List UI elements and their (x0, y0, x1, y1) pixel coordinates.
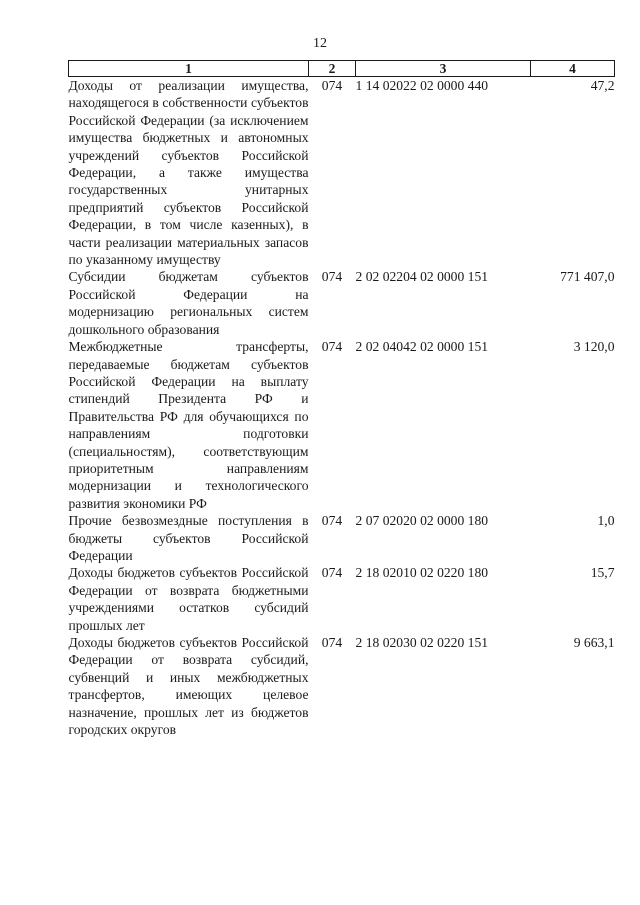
administrator-code: 074 (321, 513, 343, 529)
administrator-code: 074 (321, 269, 343, 285)
amount: 47,2 (590, 78, 615, 93)
table-row (69, 512, 615, 564)
budget-classification-code: 2 02 04042 02 0000 151 (355, 339, 489, 355)
table-row (69, 268, 615, 338)
revenue-name: Межбюджетные трансферты, передаваемые бюджетам субъектов Российской Федерации на выплату стипендий Президента РФ и Правительства РФ для обучающихся по направлениям подготовки (специальностям), соответствующим приоритетным направлениям модернизации и технологического развития экономики РФ (68, 339, 309, 511)
administrator-code: 074 (321, 339, 343, 355)
amount: 1,0 (597, 513, 615, 529)
amount: 3 120,0 (573, 339, 615, 355)
revenue-name: Прочие безвозмездные поступления в бюджеты субъектов Российской Федерации (68, 513, 309, 563)
table-row (69, 338, 615, 512)
administrator-code: 074 (321, 78, 343, 93)
table-row (69, 634, 615, 738)
revenue-name: Доходы бюджетов субъектов Российской Федерации от возврата субсидий, субвенций и иных межбюджетных трансфертов, имеющих целевое назначение, прошлых лет из бюджетов городских округов (68, 635, 309, 738)
amount: 15,7 (590, 565, 615, 581)
budget-classification-code: 2 02 02204 02 0000 151 (355, 269, 489, 285)
table-row (69, 564, 615, 634)
column-header-1: 1 (69, 61, 309, 77)
budget-classification-code: 2 07 02020 02 0000 180 (355, 513, 489, 529)
column-header-3: 3 (356, 61, 531, 77)
column-header-2: 2 (309, 61, 356, 77)
table-body (69, 77, 615, 739)
table-row (69, 77, 615, 269)
budget-classification-code: 2 18 02010 02 0220 180 (355, 565, 489, 581)
amount: 771 407,0 (560, 269, 615, 285)
administrator-code: 074 (321, 565, 343, 581)
revenue-name: Субсидии бюджетам субъектов Российской Федерации на модернизацию региональных систем дошкольного образования (68, 269, 309, 337)
revenue-name: Доходы от реализации имущества, находящегося в собственности субъектов Российской Федерации (за исключением имущества бюджетных и автономных учреждений субъектов Российской Федерации, а также имущества государственных унитарных предприятий субъектов Российской Федерации, в том числе казенных), в части реализации материальных запасов по указанному имуществу (68, 78, 309, 268)
revenue-table (68, 60, 615, 738)
budget-classification-code: 2 18 02030 02 0220 151 (355, 635, 489, 650)
revenue-name: Доходы бюджетов субъектов Российской Федерации от возврата бюджетными учреждениями остатков субсидий прошлых лет (68, 565, 309, 633)
amount: 9 663,1 (573, 635, 615, 650)
column-header-4: 4 (531, 61, 615, 77)
administrator-code: 074 (321, 635, 343, 650)
header-row (69, 61, 615, 77)
table-header (69, 61, 615, 77)
page-number: 12 (313, 36, 327, 51)
budget-classification-code: 1 14 02022 02 0000 440 (355, 78, 489, 93)
